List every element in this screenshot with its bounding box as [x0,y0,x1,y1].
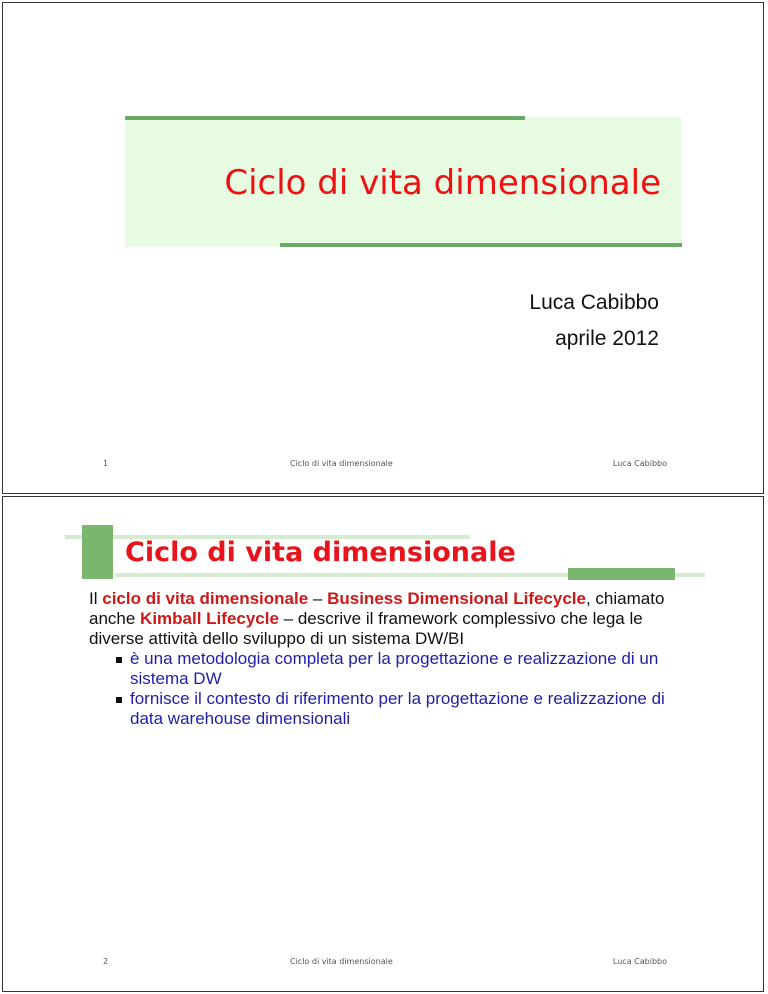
page-number: 2 [103,957,109,966]
title-accent-bar-bottom [280,243,682,247]
bullet-square-icon [116,657,122,663]
term-ciclo-di-vita: ciclo di vita dimensionale [102,589,309,608]
list-item [89,649,689,689]
term-business-dimensional-lifecycle: Business Dimensional Lifecycle [327,589,586,608]
intro-text-2: – [308,589,328,608]
bullet-text: fornisce il contesto di riferimento per la progettazione e realizzazione di data warehouse dimensionali [130,689,665,728]
decor-block-left [82,525,113,579]
intro-text-3: , chiamato anche [89,589,665,628]
list-item [89,689,689,729]
slide-2-title: Ciclo di vita dimensionale [125,537,516,568]
presentation-date: aprile 2012 [555,327,659,350]
footer-author: Luca Cabibbo [612,459,667,468]
slide-1 [2,2,764,494]
slide-2-body [89,589,689,729]
slide-2 [2,496,764,992]
author-name: Luca Cabibbo [529,291,659,314]
decor-block-right [568,568,675,580]
intro-paragraph [89,589,689,649]
footer-author: Luca Cabibbo [612,957,667,966]
page-number: 1 [103,459,109,468]
title-accent-bar-top [125,116,525,120]
intro-text-1: Il [89,589,103,608]
intro-text-4: – descrive il framework complessivo che lega le diverse attività dello sviluppo di un sistema DW/BI [89,609,643,648]
slide-1-title: Ciclo di vita dimensionale [224,163,661,203]
footer-title: Ciclo di vita dimensionale [290,459,393,468]
bullet-text: è una metodologia completa per la progettazione e realizzazione di un sistema DW [130,649,659,688]
bullet-list [89,649,689,729]
term-kimball-lifecycle: Kimball Lifecycle [140,609,279,628]
footer-title: Ciclo di vita dimensionale [290,957,393,966]
bullet-square-icon [116,697,122,703]
